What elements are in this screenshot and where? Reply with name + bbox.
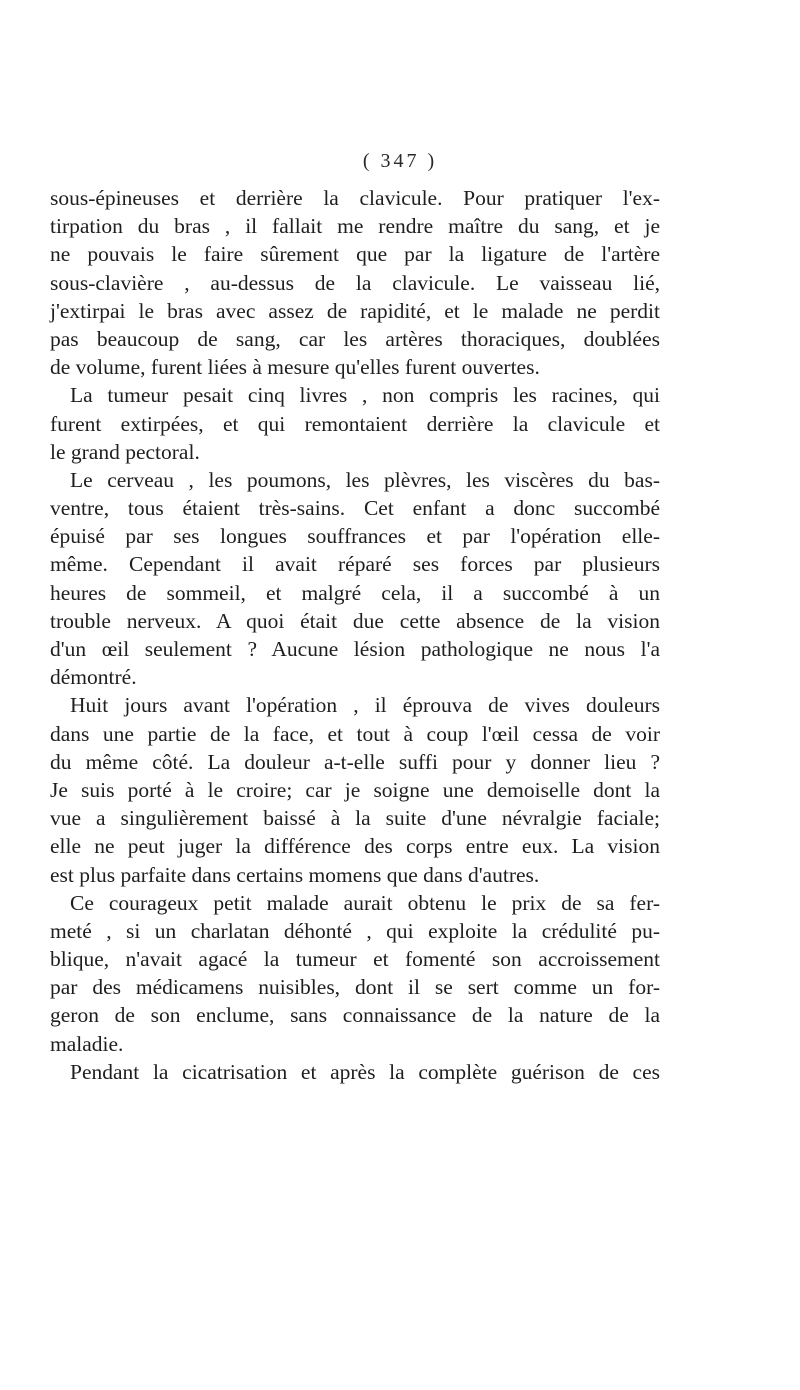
text-line: Le cerveau , les poumons, les plèvres, les viscères du bas- <box>70 467 660 492</box>
text-line: sous-épineuses et derrière la clavicule. Pour pratiquer l'ex- <box>50 186 660 210</box>
text-line: heures de sommeil, et malgré cela, il a succombé à un <box>50 580 660 605</box>
text-line: le grand pectoral. <box>50 439 200 464</box>
text-line: dans une partie de la face, et tout à coup l'œil cessa de voir <box>50 721 660 746</box>
text-line: par des médicamens nuisibles, dont il se sert comme un for- <box>50 975 660 1000</box>
text-line: ventre, tous étaient très-sains. Cet enfant a donc succombé <box>50 496 660 521</box>
text-line: Ce courageux petit malade aurait obtenu le prix de sa fer- <box>70 890 660 915</box>
text-line: est plus parfaite dans certains momens que dans d'autres. <box>50 862 540 887</box>
text-line: elle ne peut juger la différence des corps entre eux. La vision <box>50 834 660 859</box>
text-line: La tumeur pesait cinq livres , non compris les racines, qui <box>70 383 660 408</box>
text-line: geron de son enclume, sans connaissance de la nature de la <box>50 1003 660 1028</box>
text-line: du même côté. La douleur a-t-elle suffi pour y donner lieu ? <box>50 749 660 774</box>
text-line: Je suis porté à le croire; car je soigne une demoiselle dont la <box>50 777 660 802</box>
text-line: trouble nerveux. A quoi était due cette absence de la vision <box>50 608 660 633</box>
text-line: pas beaucoup de sang, car les artères thoraciques, doublées <box>50 326 660 351</box>
text-line: tirpation du bras , il fallait me rendre maître du sang, et je <box>50 214 660 239</box>
text-line: furent extirpées, et qui remontaient derrière la clavicule et <box>50 411 660 436</box>
text-line: épuisé par ses longues souffrances et par l'opération elle- <box>50 524 660 549</box>
text-line: meté , si un charlatan déhonté , qui exploite la crédulité pu- <box>50 918 660 943</box>
text-line: blique, n'avait agacé la tumeur et fomenté son accroissement <box>50 947 660 972</box>
body-text <box>50 184 660 1086</box>
text-line: Pendant la cicatrisation et après la complète guérison de ces <box>70 1059 660 1084</box>
text-line: d'un œil seulement ? Aucune lésion pathologique ne nous l'a <box>50 637 660 661</box>
text-line: sous-clavière , au-dessus de la clavicule. Le vaisseau lié, <box>50 270 660 295</box>
text-line: de volume, furent liées à mesure qu'elles furent ouvertes. <box>50 355 540 380</box>
text-line: ne pouvais le faire sûrement que par la ligature de l'artère <box>50 242 660 267</box>
text-line: vue a singulièrement baissé à la suite d'une névralgie faciale; <box>50 806 660 831</box>
text-line: j'extirpai le bras avec assez de rapidité, et le malade ne perdit <box>50 298 660 323</box>
text-line: Huit jours avant l'opération , il éprouva de vives douleurs <box>70 693 660 718</box>
text-line: maladie. <box>50 1031 124 1056</box>
page-number: ( 347 ) <box>362 150 438 172</box>
text-line: démontré. <box>50 665 137 690</box>
text-line: même. Cependant il avait réparé ses forces par plusieurs <box>50 552 660 577</box>
